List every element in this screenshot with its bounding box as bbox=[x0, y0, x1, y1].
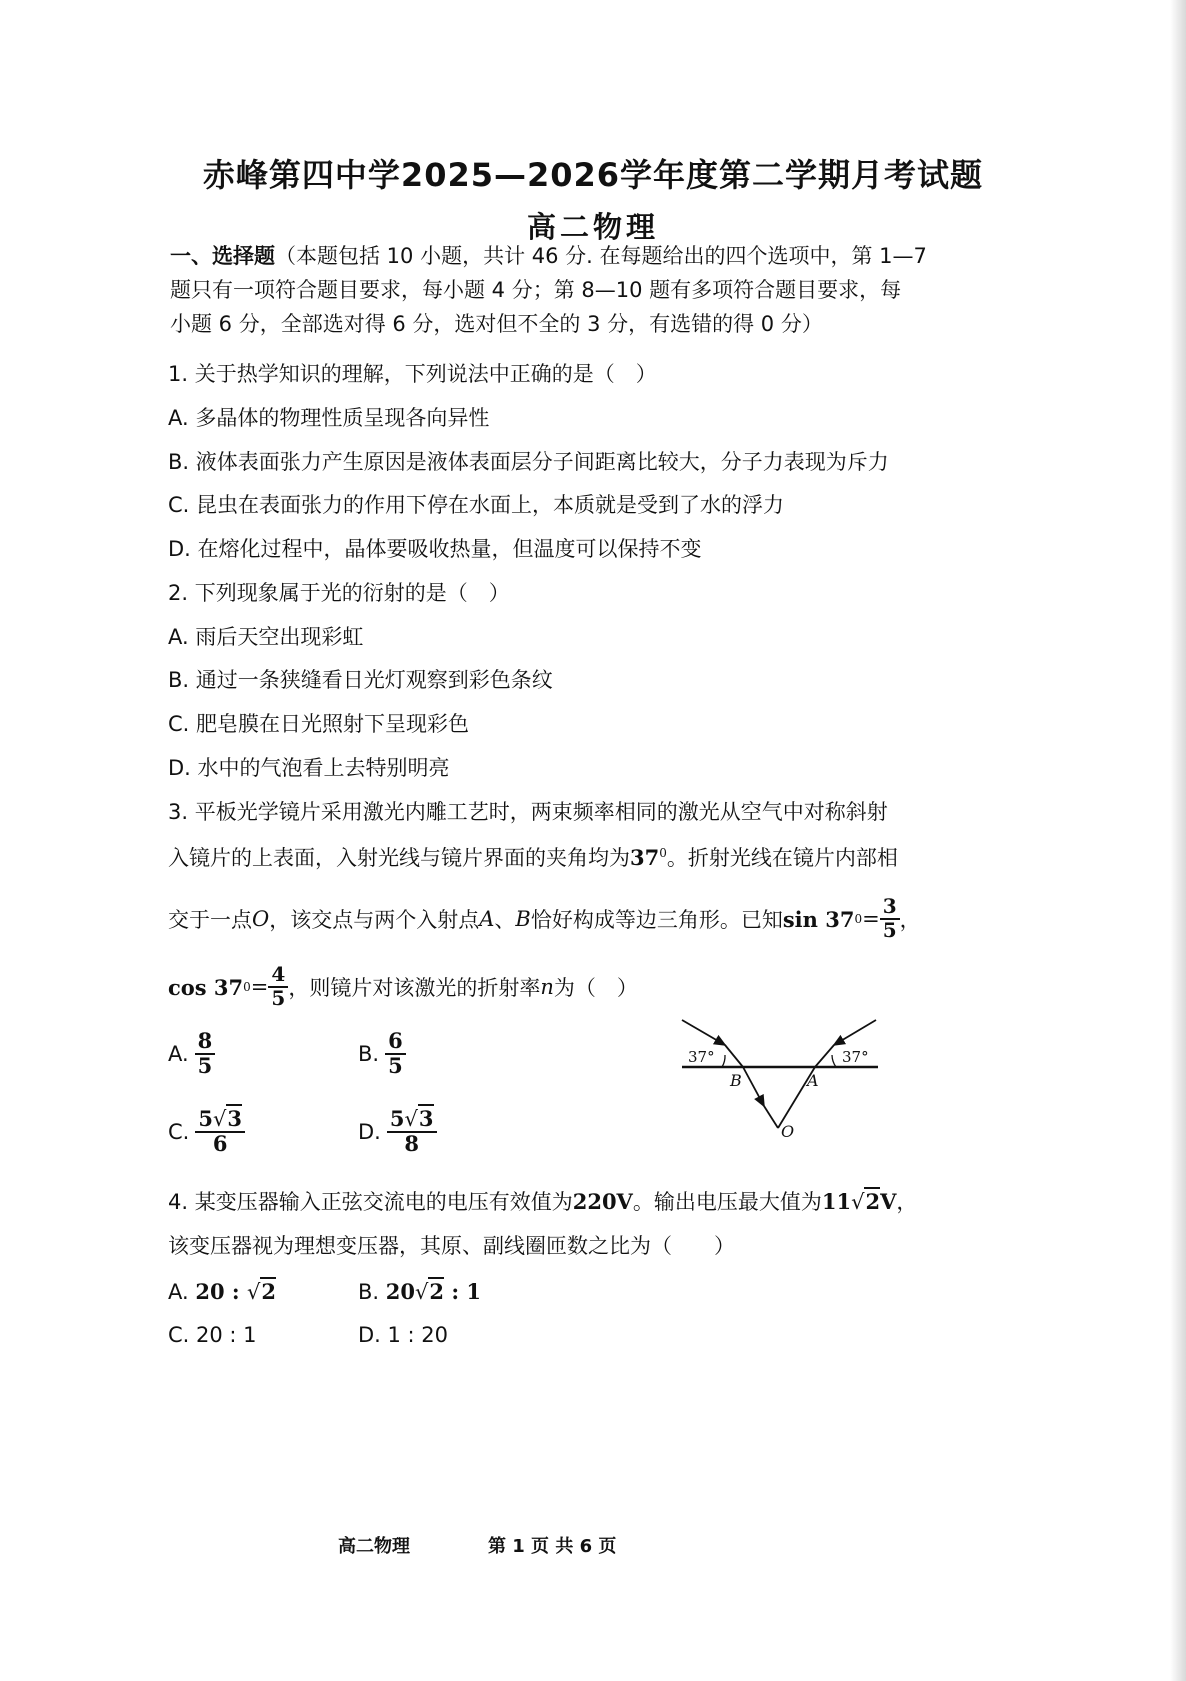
q1-stem: 1. 关于热学知识的理解，下列说法中正确的是（ ） bbox=[168, 362, 657, 386]
refraction-diagram bbox=[660, 1010, 900, 1140]
angle-label-right: 37° bbox=[842, 1048, 869, 1066]
q4-option-b: B. 20√2 : 1 bbox=[358, 1279, 482, 1304]
section-intro-2: 题只有一项符合题目要求，每小题 4 分；第 8—10 题有多项符合题目要求，每 bbox=[170, 278, 902, 302]
q3-line2: 入镜片的上表面，入射光线与镜片界面的夹角均为$37^0$。折射光线在镜片内部相 bbox=[168, 845, 898, 870]
exam-subtitle: 高二物理 bbox=[526, 210, 659, 244]
point-label-a: A bbox=[807, 1071, 819, 1090]
sin-fraction: $\frac{3}{5}$ bbox=[880, 896, 900, 941]
q2-stem: 2. 下列现象属于光的衍射的是（ ） bbox=[168, 581, 510, 605]
q3-option-d: D. $\frac{5√3}{8}$ bbox=[358, 1108, 437, 1155]
q4-line2: 该变压器视为理想变压器，其原、副线圈匝数之比为（ ） bbox=[168, 1234, 735, 1258]
q2-option-a: A. 雨后天空出现彩虹 bbox=[168, 625, 364, 649]
q2-option-c: C. 肥皂膜在日光照射下呈现彩色 bbox=[168, 712, 470, 736]
q3-option-a: A. $\frac{8}{5}$ bbox=[168, 1030, 215, 1077]
q4-line1: 4. 某变压器输入正弦交流电的电压有效值为220V。输出电压最大值为11√2V， bbox=[168, 1189, 918, 1214]
sin-expression: sin 37 bbox=[782, 906, 855, 932]
angle-value: 37 bbox=[630, 845, 660, 870]
q1-option-b: B. 液体表面张力产生原因是液体表面层分子间距离比较大，分子力表现为斥力 bbox=[168, 450, 889, 474]
q3-line1: 3. 平板光学镜片采用激光内雕工艺时，两束频率相同的激光从空气中对称斜射 bbox=[168, 800, 888, 824]
q3-line4: cos 37 0 = $\frac{4}{5}$ ，则镜片对该激光的折射率 n 为（ ） bbox=[168, 962, 638, 1010]
q3-option-c: C. $\frac{5√3}{6}$ bbox=[168, 1108, 245, 1155]
point-label-b: B bbox=[730, 1071, 742, 1090]
q3-option-b: B. $\frac{6}{5}$ bbox=[358, 1030, 406, 1077]
footer-subject: 高二物理 bbox=[338, 1536, 410, 1557]
angle-arc-left bbox=[722, 1055, 725, 1067]
footer-page-number: 第 1 页 共 6 页 bbox=[488, 1536, 617, 1557]
section-heading: 一、选择题 bbox=[170, 244, 275, 268]
cos-expression: cos 37 bbox=[168, 974, 244, 1000]
q4-option-c: C. 20 : 1 bbox=[168, 1323, 257, 1347]
q4-option-d: D. 1 : 20 bbox=[358, 1323, 449, 1347]
incident-ray-left-arrow bbox=[682, 1020, 725, 1045]
angle-label-left: 37° bbox=[688, 1048, 715, 1066]
q2-option-b: B. 通过一条狭缝看日光灯观察到彩色条纹 bbox=[168, 668, 553, 692]
section-intro-3: 小题 6 分，全部选对得 6 分，选对但不全的 3 分，有选错的得 0 分） bbox=[170, 312, 823, 336]
input-voltage: 220V bbox=[572, 1189, 633, 1214]
output-voltage: 11√2V bbox=[821, 1189, 897, 1214]
point-label-o: O bbox=[781, 1122, 795, 1140]
q1-option-d: D. 在熔化过程中，晶体要吸收热量，但温度可以保持不变 bbox=[168, 537, 702, 561]
q1-option-c: C. 昆虫在表面张力的作用下停在水面上，本质就是受到了水的浮力 bbox=[168, 493, 785, 517]
section-intro-1: （本题包括 10 小题，共计 46 分. 在每题给出的四个选项中，第 1—7 bbox=[275, 244, 927, 268]
angle-arc-right bbox=[832, 1055, 836, 1067]
cos-fraction: $\frac{4}{5}$ bbox=[268, 964, 288, 1009]
q1-option-a: A. 多晶体的物理性质呈现各向异性 bbox=[168, 406, 490, 430]
section-instructions-line1 bbox=[170, 240, 927, 270]
incident-ray-right-arrow bbox=[834, 1020, 876, 1045]
refracted-ray-left-arrow bbox=[743, 1067, 764, 1106]
q4-option-a: A. 20 : √2 bbox=[168, 1279, 276, 1304]
page-edge-shadow bbox=[1170, 0, 1186, 1681]
exam-title: 赤峰第四中学2025—2026学年度第二学期月考试题 bbox=[202, 156, 984, 194]
q2-option-d: D. 水中的气泡看上去特别明亮 bbox=[168, 756, 450, 780]
q3-line3: 交于一点 O ，该交点与两个入射点 A 、 B 恰好构成等边三角形。已知 sin 37 0 = $\frac{3}{5}$ ， bbox=[168, 894, 921, 942]
